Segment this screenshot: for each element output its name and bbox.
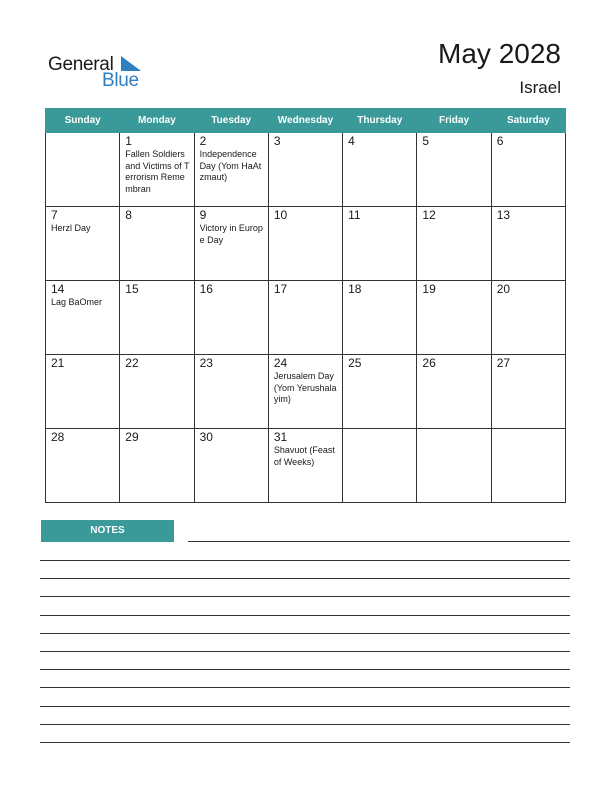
day-number: 24 [273, 356, 288, 370]
day-cell [491, 207, 565, 281]
holiday-label: Independence Day (Yom HaAtzmaut) [199, 149, 262, 182]
day-number: 9 [199, 208, 207, 222]
weekday-header: Friday [417, 109, 491, 133]
day-number: 17 [273, 282, 288, 296]
day-cell [417, 133, 491, 207]
day-number: 22 [125, 356, 139, 370]
notes-rule [40, 633, 570, 634]
day-number: 20 [496, 282, 511, 296]
day-cell [268, 429, 342, 503]
calendar-week-row [46, 355, 566, 429]
notes-rule [40, 687, 570, 688]
day-cell [120, 429, 194, 503]
weekday-header: Monday [120, 109, 194, 133]
weekday-header: Wednesday [268, 109, 342, 133]
day-cell [268, 355, 342, 429]
day-cell [417, 429, 491, 503]
calendar-week-row [46, 281, 566, 355]
holiday-label: Herzl Day [51, 223, 91, 233]
calendar-week-row [46, 207, 566, 281]
notes-rule [188, 541, 570, 542]
day-number: 11 [348, 208, 361, 222]
day-number: 16 [199, 282, 213, 296]
day-number: 26 [422, 356, 436, 370]
day-number: 13 [496, 208, 511, 222]
notes-rule [40, 669, 570, 670]
day-cell [491, 429, 565, 503]
day-cell [417, 207, 491, 281]
day-cell [120, 207, 194, 281]
day-cell [417, 355, 491, 429]
notes-rule [40, 596, 570, 597]
notes-rule [40, 651, 570, 652]
day-number: 28 [51, 430, 65, 444]
day-cell [268, 281, 342, 355]
logo-text-blue: Blue [102, 70, 139, 91]
holiday-label: Lag BaOmer [51, 297, 103, 307]
day-number: 1 [125, 134, 132, 148]
weekday-header-row [46, 109, 566, 133]
day-number: 10 [273, 208, 288, 222]
day-number: 19 [422, 282, 436, 296]
day-cell [268, 133, 342, 207]
day-cell [194, 207, 268, 281]
day-number: 6 [496, 134, 504, 148]
day-cell [343, 429, 417, 503]
weekday-header: Thursday [343, 109, 417, 133]
day-number: 15 [125, 282, 139, 296]
day-number: 23 [199, 356, 213, 370]
notes-rule [40, 578, 570, 579]
day-number: 8 [125, 208, 132, 222]
day-cell [194, 355, 268, 429]
day-cell [194, 133, 268, 207]
notes-rule [40, 742, 570, 743]
day-number: 14 [51, 282, 65, 296]
day-cell [268, 207, 342, 281]
day-cell [491, 355, 565, 429]
day-number: 29 [125, 430, 139, 444]
day-cell [120, 281, 194, 355]
day-cell [120, 355, 194, 429]
day-number: 21 [51, 356, 65, 370]
day-number: 30 [199, 430, 213, 444]
holiday-label: Shavuot (Feast of Weeks) [273, 445, 335, 467]
day-cell [343, 355, 417, 429]
day-number: 27 [496, 356, 511, 370]
day-number: 31 [273, 430, 288, 444]
notes-rule [40, 706, 570, 707]
country-label: Israel [519, 78, 561, 97]
generalblue-logo [48, 52, 158, 94]
day-number: 5 [422, 134, 430, 148]
day-number: 2 [199, 134, 207, 148]
day-number: 3 [273, 134, 281, 148]
notes-rule [40, 615, 570, 616]
day-number: 12 [422, 208, 436, 222]
calendar-week-row [46, 133, 566, 207]
notes-rule [40, 560, 570, 561]
day-cell [343, 207, 417, 281]
holiday-label: Victory in Europe Day [199, 223, 263, 245]
logo-text-general: General [48, 54, 114, 75]
day-cell [343, 133, 417, 207]
calendar-grid [45, 108, 566, 503]
day-cell [491, 133, 565, 207]
day-cell [46, 133, 120, 207]
day-cell [194, 429, 268, 503]
weekday-header: Tuesday [194, 109, 268, 133]
day-number: 7 [51, 208, 58, 222]
day-number: 4 [348, 134, 355, 148]
day-cell [120, 133, 194, 207]
holiday-label: Fallen Soldiers and Victims of Terrorism Remembran [125, 149, 190, 194]
page-title: May 2028 [438, 38, 561, 69]
logo-flag-icon [121, 56, 141, 71]
day-cell [46, 281, 120, 355]
weekday-header: Sunday [46, 109, 120, 133]
day-cell [491, 281, 565, 355]
notes-header: NOTES [41, 520, 174, 542]
notes-rule [40, 724, 570, 725]
day-cell [417, 281, 491, 355]
day-cell [46, 429, 120, 503]
day-number: 25 [348, 356, 362, 370]
day-cell [194, 281, 268, 355]
holiday-label: Jerusalem Day (Yom Yerushalayim) [273, 371, 337, 404]
day-cell [46, 355, 120, 429]
weekday-header: Saturday [491, 109, 565, 133]
day-cell [46, 207, 120, 281]
calendar-week-row [46, 429, 566, 503]
day-cell [343, 281, 417, 355]
day-number: 18 [348, 282, 362, 296]
